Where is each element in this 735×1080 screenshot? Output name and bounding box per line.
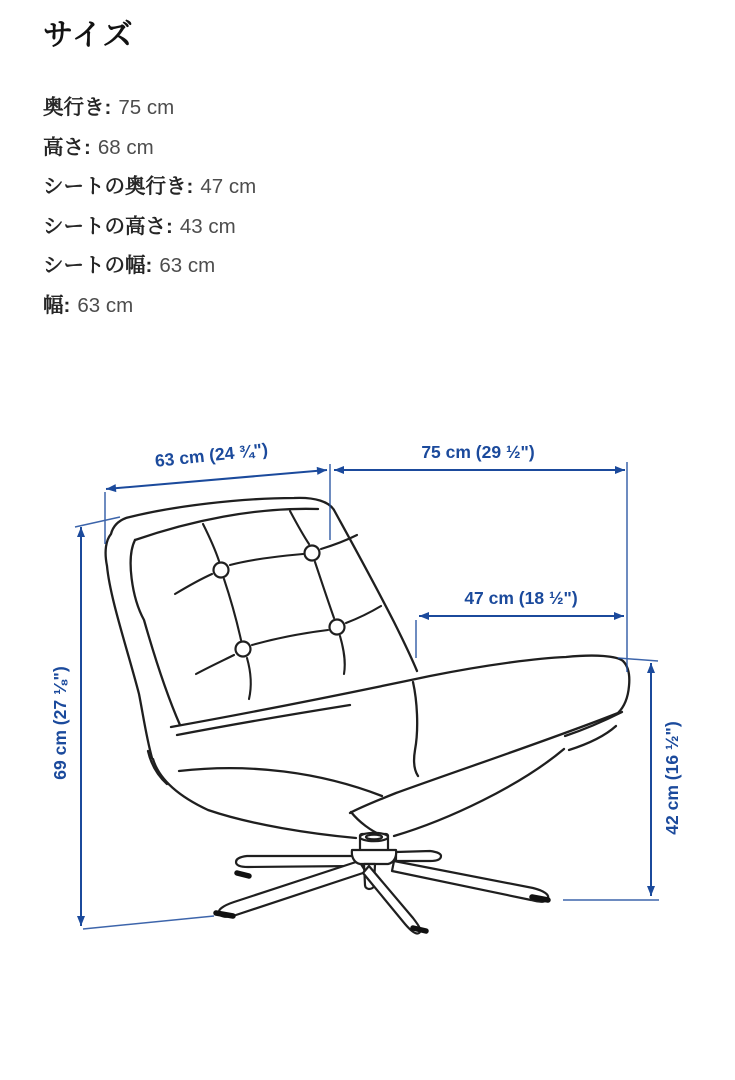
seat-cushion-top-edge	[171, 656, 629, 813]
dim-label-seat-height: 42 cm (16 ½")	[662, 721, 682, 835]
spec-label: 奥行き:	[43, 96, 112, 119]
spec-value: 75 cm	[118, 96, 175, 119]
spec-value: 63 cm	[159, 254, 216, 277]
spec-label: シートの幅:	[43, 254, 153, 277]
tufting-buttons	[214, 546, 345, 657]
spec-label: シートの高さ:	[43, 214, 173, 238]
dim-label-depth: 75 cm (29 ½")	[421, 442, 535, 462]
dim-label-height: 69 cm (27 ⅛")	[50, 666, 70, 780]
page-title: サイズ	[43, 19, 134, 52]
backrest-seam-left	[131, 540, 180, 725]
spec-value: 68 cm	[97, 135, 154, 159]
spec-value: 63 cm	[77, 293, 134, 317]
seat-front-lip-1	[565, 712, 622, 736]
spec-value: 43 cm	[179, 214, 236, 238]
dim-label-back-width: 63 cm (24 ¾")	[153, 439, 269, 471]
spec-label: 幅:	[43, 293, 71, 317]
chair-drawing	[106, 498, 630, 934]
seat-crease	[413, 682, 418, 776]
spec-label: 高さ:	[43, 135, 91, 159]
dim-label-seat-depth: 47 cm (18 ½")	[464, 588, 578, 608]
spec-value: 47 cm	[200, 175, 257, 198]
tufting-creases	[175, 511, 381, 699]
shell-right	[394, 749, 564, 836]
dim-line-back-width	[106, 470, 327, 489]
spec-label: シートの奥行き:	[43, 175, 194, 198]
seat-cushion-bottom-edge	[179, 768, 382, 796]
